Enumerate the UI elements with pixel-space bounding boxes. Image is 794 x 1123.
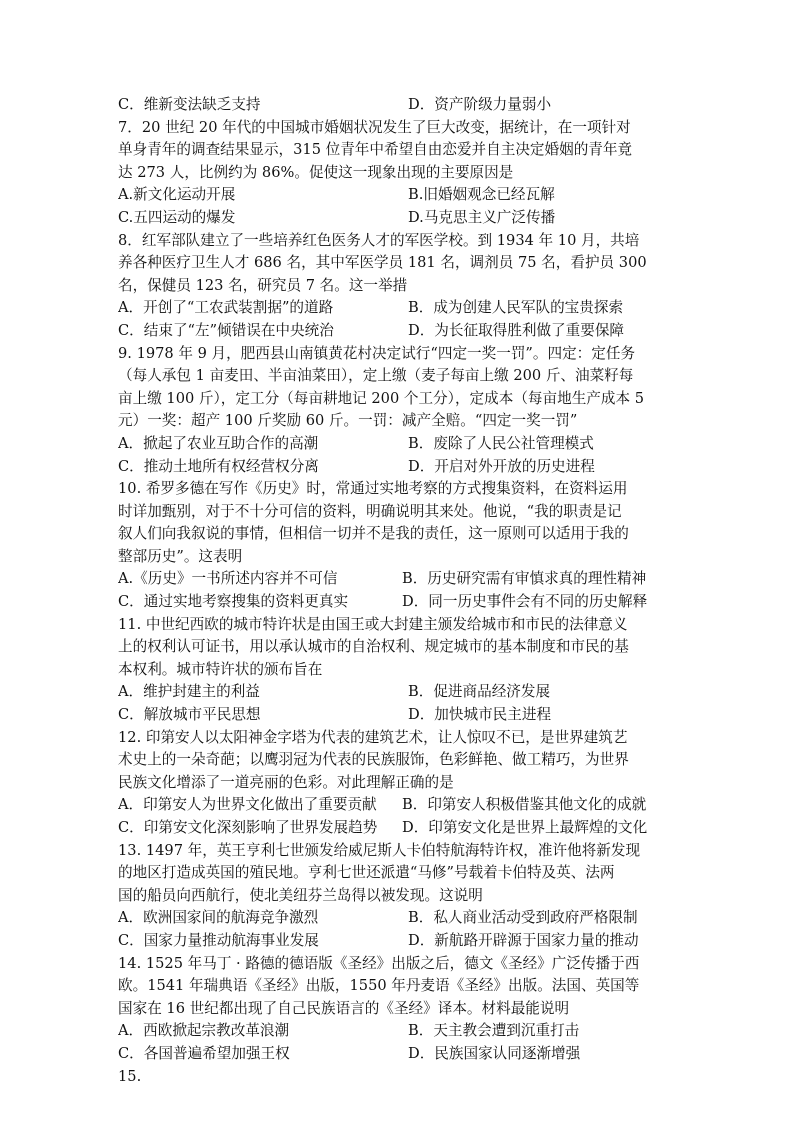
q9-stem-line-1: 9. 1978 年 9 月，肥西县山南镇黄花村决定试行“四定一奖一罚”。四定：定任务 xyxy=(118,344,636,362)
q8-options-row-2 xyxy=(118,320,678,343)
q11-option-b: B．促进商品经济发展 xyxy=(408,683,551,701)
q11-stem-line-2: 上的权利认可证书，用以承认城市的自治权利、规定城市的基本制度和市民的基 xyxy=(118,638,629,656)
q9-option-d: D．开启对外开放的历史进程 xyxy=(408,457,595,475)
question-9 xyxy=(118,343,678,479)
q10-options-row-1 xyxy=(118,568,678,591)
question-7 xyxy=(118,117,678,230)
q12-options-row-1 xyxy=(118,794,678,817)
q10-stem-line-1: 10. 希罗多德在写作《历史》时，常通过实地考察的方式搜集资料，在资料运用 xyxy=(118,480,628,498)
q11-options-row-1 xyxy=(118,681,678,704)
q8-stem-line-1: 8．红军部队建立了一些培养红色医务人才的军医学校。到 1934 年 10 月，共培 xyxy=(118,231,640,249)
q9-option-b: B．废除了人民公社管理模式 xyxy=(408,434,594,452)
q6-options-row-2 xyxy=(118,94,678,117)
q7-option-b: B.旧婚姻观念已经瓦解 xyxy=(408,186,555,204)
q14-options-row-1 xyxy=(118,1020,678,1043)
q12-option-d: D．印第安文化是世界上最辉煌的文化 xyxy=(402,819,648,836)
q14-option-a: A．西欧掀起宗教改革浪潮 xyxy=(118,1022,290,1040)
q13-stem-line-1: 13. 1497 年，英王亨利七世颁发给威尼斯人卡伯特航海特许权，准许他将新发现 xyxy=(118,841,641,859)
q8-option-a: A．开创了“工农武装割据”的道路 xyxy=(118,299,334,317)
q9-options-row-2 xyxy=(118,456,678,479)
q12-option-c: C．印第安文化深刻影响了世界发展趋势 xyxy=(118,819,378,836)
question-13 xyxy=(118,840,678,953)
q8-option-d: D．为长征取得胜利做了重要保障 xyxy=(408,321,625,339)
q9-stem-line-4: 元）一奖：超产 100 斤奖励 60 斤。一罚：减产全赔。“四定一奖一罚” xyxy=(118,412,578,430)
q9-option-c: C．推动土地所有权经营权分离 xyxy=(118,457,319,475)
q9-stem-line-2: （每人承包 1 亩麦田、半亩油菜田），定上缴（麦子每亩上缴 200 斤、油菜籽每 xyxy=(118,367,634,385)
q14-option-b: B．天主教会遭到沉重打击 xyxy=(408,1022,580,1040)
q11-stem-line-3: 本权利。城市特许状的颁布旨在 xyxy=(118,660,323,678)
q8-option-c: C．结束了“左”倾错误在中央统治 xyxy=(118,321,334,339)
q10-option-d: D．同一历史事件会有不同的历史解释 xyxy=(402,593,648,611)
q13-option-d: D．新航路开辟源于国家力量的推动 xyxy=(408,931,639,949)
q12-stem-line-2: 术史上的一朵奇葩；以鹰羽冠为代表的民族服饰，色彩鲜艳、做工精巧，为世界 xyxy=(118,751,629,769)
q13-options-row-2 xyxy=(118,930,678,953)
q10-stem-line-3: 叙人们向我叙说的事情，但相信一切并不是我的责任，这一原则可以适用于我的 xyxy=(118,525,629,543)
q13-options-row-1 xyxy=(118,907,678,930)
q12-options-row-2 xyxy=(118,817,678,840)
q9-stem-line-3: 亩上缴 100 斤），定工分（每亩耕地记 200 个工分），定成本（每亩地生产成本 5 xyxy=(118,389,644,407)
q10-options-row-2 xyxy=(118,591,678,614)
q7-options-row-2 xyxy=(118,207,678,230)
question-12 xyxy=(118,727,678,840)
q13-option-c: C．国家力量推动航海事业发展 xyxy=(118,931,319,949)
q14-stem-line-2: 欧。1541 年瑞典语《圣经》出版，1550 年丹麦语《圣经》出版。法国、英国等 xyxy=(118,977,640,995)
q9-options-row-1 xyxy=(118,433,678,456)
q12-option-a: A．印第安人为世界文化做出了重要贡献 xyxy=(118,796,377,814)
q15-number: 15. xyxy=(118,1067,142,1085)
q12-option-b: B．印第安人积极借鉴其他文化的成就 xyxy=(402,796,647,814)
question-14 xyxy=(118,953,678,1066)
q14-option-c: C．各国普遍希望加强王权 xyxy=(118,1044,290,1062)
q12-stem-line-1: 12. 印第安人以太阳神金字塔为代表的建筑艺术，让人惊叹不已，是世界建筑艺 xyxy=(118,728,628,746)
q8-stem-line-2: 养各种医疗卫生人才 686 名，其中军医学员 181 名，调剂员 75 名，看护员 300 xyxy=(118,254,647,272)
q11-option-c: C．解放城市平民思想 xyxy=(118,706,261,724)
q6-option-d: D．资产阶级力量弱小 xyxy=(408,96,552,113)
q10-option-c: C．通过实地考察搜集的资料更真实 xyxy=(118,593,349,611)
q7-option-c: C.五四运动的爆发 xyxy=(118,208,236,226)
q10-stem-line-2: 时详加甄别，对于不十分可信的资料，明确说明其来处。他说，“我的职责是记 xyxy=(118,502,622,520)
q14-option-d: D．民族国家认同逐渐增强 xyxy=(408,1044,581,1062)
q7-options-row-1 xyxy=(118,184,678,207)
question-11 xyxy=(118,614,678,727)
q7-stem-line-1: 7．20 世纪 20 年代的中国城市婚姻状况发生了巨大改变，据统计，在一项针对 xyxy=(118,118,631,136)
q8-stem-line-3: 名，保健员 123 名，研究员 7 名。这一举措 xyxy=(118,276,408,294)
question-8 xyxy=(118,230,678,343)
q14-options-row-2 xyxy=(118,1043,678,1066)
q14-stem-line-3: 国家在 16 世纪都出现了自己民族语言的《圣经》译本。材料最能说明 xyxy=(118,999,570,1017)
exam-page xyxy=(118,94,678,1088)
q8-options-row-1 xyxy=(118,297,678,320)
question-10 xyxy=(118,478,678,614)
q13-option-b: B．私人商业活动受到政府严格限制 xyxy=(408,909,638,927)
q11-stem-line-1: 11. 中世纪西欧的城市特许状是由国王或大封建主颁发给城市和市民的法律意义 xyxy=(118,615,628,633)
q10-stem-line-4: 整部历史”。这表明 xyxy=(118,547,243,565)
q13-stem-line-3: 国的船员向西航行，使北美纽芬兰岛得以被发现。这说明 xyxy=(118,886,483,904)
q11-options-row-2 xyxy=(118,704,678,727)
q6-option-c: C．维新变法缺乏支持 xyxy=(118,96,261,113)
q7-option-d: D.马克思主义广泛传播 xyxy=(408,208,556,226)
q11-option-a: A．维护封建主的利益 xyxy=(118,683,260,701)
q12-stem-line-3: 民族文化增添了一道亮丽的色彩。对此理解正确的是 xyxy=(118,773,454,791)
q14-stem-line-1: 14. 1525 年马丁 · 路德的德语版《圣经》出版之后，德文《圣经》广泛传播于西 xyxy=(118,954,640,972)
q8-option-b: B．成为创建人民军队的宝贵探索 xyxy=(408,299,624,317)
q11-option-d: D．加快城市民主进程 xyxy=(408,706,552,724)
q10-option-a: A.《历史》一书所述内容并不可信 xyxy=(118,570,338,588)
q10-option-b: B．历史研究需有审慎求真的理性精神 xyxy=(402,570,647,588)
q9-option-a: A．掀起了农业互助合作的高潮 xyxy=(118,434,319,452)
q7-option-a: A.新文化运动开展 xyxy=(118,186,236,204)
q7-stem-line-2: 单身青年的调查结果显示，315 位青年中希望自由恋爱并自主决定婚姻的青年竟 xyxy=(118,141,633,159)
q13-option-a: A．欧洲国家间的航海竞争激烈 xyxy=(118,909,319,927)
q13-stem-line-2: 的地区打造成英国的殖民地。亨利七世还派遣“马修”号载着卡伯特及英、法两 xyxy=(118,864,615,882)
q7-stem-line-3: 达 273 人，比例约为 86%。促使这一现象出现的主要原因是 xyxy=(118,163,514,181)
